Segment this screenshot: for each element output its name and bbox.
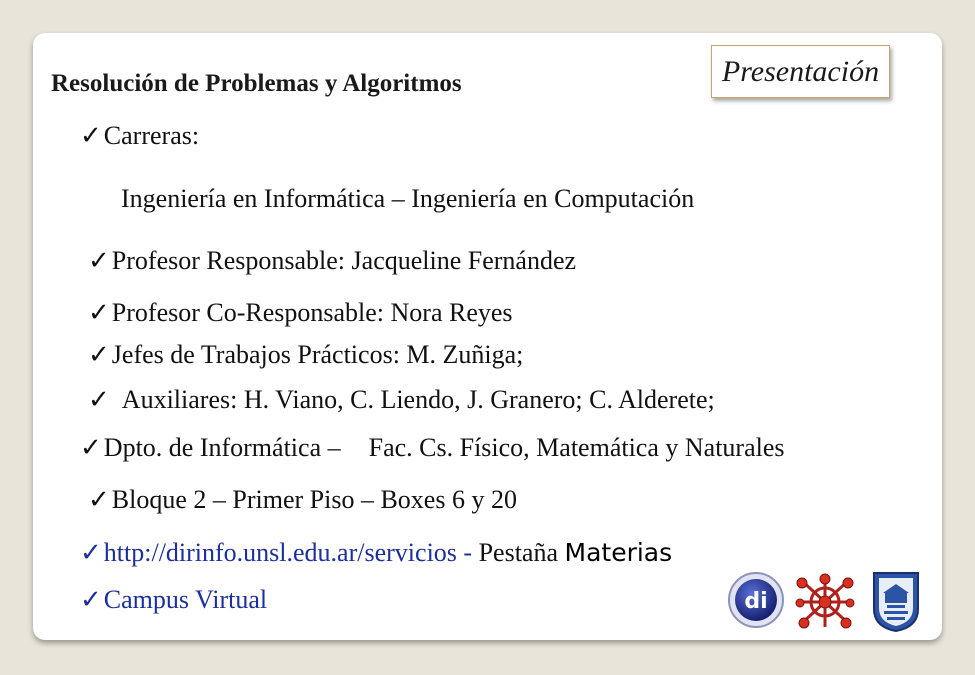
servicios-link[interactable]: http://dirinfo.unsl.edu.ar/servicios (103, 538, 457, 567)
check-icon: ✓ (88, 246, 110, 275)
slide-title: Resolución de Problemas y Algoritmos (51, 70, 462, 97)
dpto-text: Dpto. de Informática – (103, 433, 341, 462)
di-logo-icon (726, 570, 786, 630)
check-icon: ✓ (88, 485, 110, 514)
url-separator: - (463, 538, 473, 567)
bloque-text: Bloque 2 – Primer Piso – Boxes 6 y 20 (111, 485, 517, 514)
bloque-item (88, 485, 517, 515)
facultad-text: Fac. Cs. Físico, Matemática y Naturales (368, 433, 785, 462)
check-icon: ✓ (80, 585, 102, 614)
carreras-label: Carreras: (103, 121, 200, 150)
dpto-item (80, 433, 785, 463)
auxiliares-text: Auxiliares: H. Viano, C. Liendo, J. Granero; C. Alderete; (121, 385, 715, 414)
materias-text: Materias (564, 538, 673, 567)
section-tag: Presentación (711, 45, 890, 98)
network-star-icon (794, 573, 856, 631)
carreras-item (80, 121, 199, 151)
di-logo-text: di (744, 589, 768, 614)
profesor-co-text: Profesor Co-Responsable: Nora Reyes (111, 298, 513, 327)
check-icon: ✓ (80, 121, 102, 150)
carreras-detail: Ingeniería en Informática – Ingeniería en Computación (121, 184, 695, 213)
university-shield-icon (870, 569, 922, 633)
check-icon: ✓ (80, 433, 102, 462)
campus-item (80, 585, 267, 615)
campus-virtual-link[interactable]: Campus Virtual (103, 585, 268, 614)
check-icon: ✓ (80, 538, 102, 567)
jefes-text: Jefes de Trabajos Prácticos: M. Zuñiga; (111, 340, 524, 369)
profesor-responsable-text: Profesor Responsable: Jacqueline Fernández (111, 246, 577, 275)
pestana-text: Pestaña (478, 538, 558, 567)
profesor-responsable-item (88, 246, 576, 276)
check-icon: ✓ (88, 340, 110, 369)
check-icon: ✓ (88, 298, 110, 327)
jefes-item (88, 340, 523, 370)
url-item (80, 538, 672, 568)
profesor-co-item (88, 298, 513, 328)
check-icon: ✓ (88, 385, 110, 414)
auxiliares-item (88, 385, 715, 415)
